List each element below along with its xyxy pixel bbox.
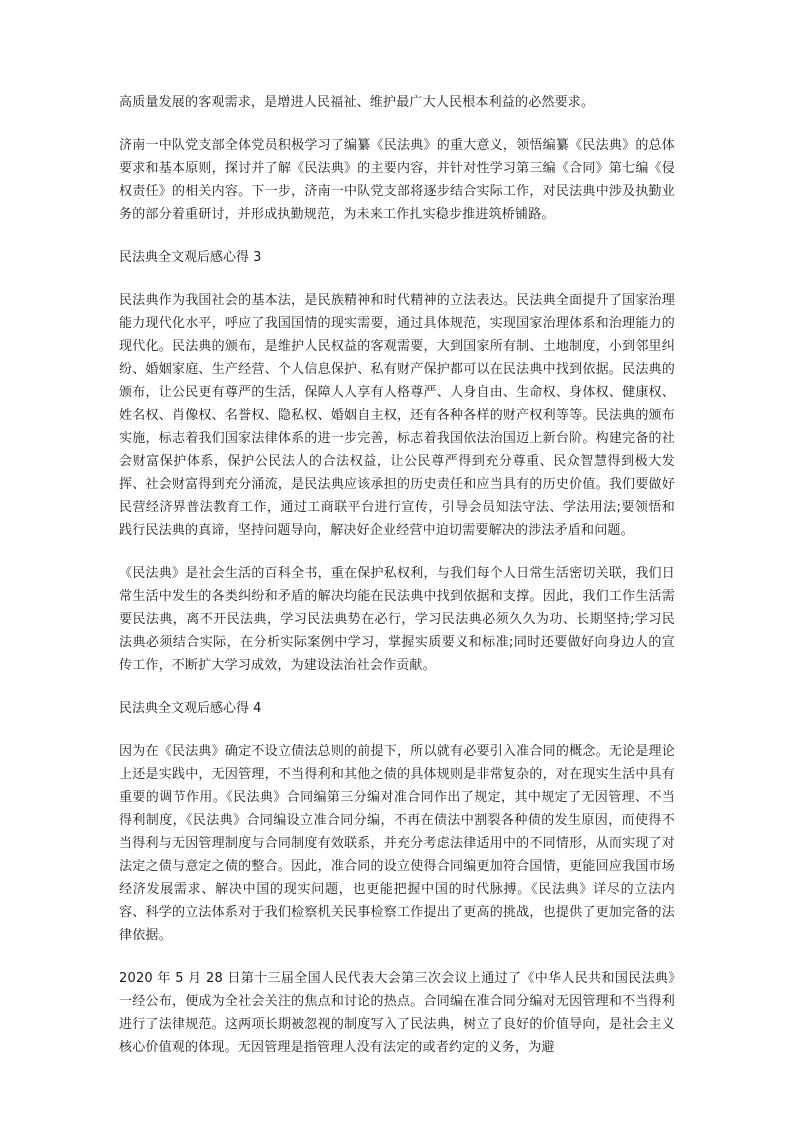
section-heading-4: 民法典全文观后感心得 4	[119, 701, 262, 716]
document-body	[119, 91, 675, 1059]
section-heading-3: 民法典全文观后感心得 3	[119, 250, 262, 265]
paragraph-gap	[119, 542, 675, 562]
paragraph-5: 因为在《民法典》确定不设立债法总则的前提下，所以就有必要引入准合同的概念。无论是理论上还是实践中，无因管理，不当得利和其他之债的具体规则是非常复杂的，对在现实生活中具有重要的调节作用。《民法典》合同编第三分编对准合同作出了规定，其中规定了无因管理、不当得利制度，《民法典》合同编设立准合同分编，不再在债法中割裂各种债的发生原因，而使得不当得利与无因管理制度与合同制度有效联系，并充分考虑法律适用中的不同情形，从而实现了对法定之债与意定之债的整合。因此，准合同的设立使得合同编更加符合国情，更能回应我国市场经济发展需求、解决中国的现实问题，也更能把握中国的时代脉搏。《民法典》详尽的立法内容、科学的立法体系对于我们检察机关民事检察工作提出了更高的挑战，也提供了更加完备的法律依据。	[119, 744, 675, 943]
paragraph-gap	[119, 677, 675, 697]
paragraph-6: 2020 年 5 月 28 日第十三届全国人民代表大会第三次会议上通过了《中华人民共和国民法典》一经公布，便成为全社会关注的焦点和讨论的热点。合同编在准合同分编对无因管理和不当得利进行了法律规范。这两项长期被忽视的制度写入了民法典，树立了良好的价值导向，是社会主义核心价值观的体现。无因管理是指管理人没有法定的或者约定的义务，为避	[119, 971, 675, 1055]
paragraph-gap	[119, 226, 675, 246]
paragraph-3: 民法典作为我国社会的基本法，是民族精神和时代精神的立法表达。民法典全面提升了国家治理能力现代化水平，呼应了我国国情的现实需要，通过具体规范，实现国家治理体系和治理能力的现代化。民法典的颁布，是维护人民权益的客观需要，大到国家所有制、土地制度，小到邻里纠纷、婚姻家庭、生产经营、个人信息保护、私有财产保护都可以在民法典中找到依据。民法典的颁布，让公民更有尊严的生活，保障人人享有人格尊严、人身自由、生命权、身体权、健康权、姓名权、肖像权、名誉权、隐私权、婚姻自主权，还有各种各样的财产权利等等。民法典的颁布实施，标志着我们国家法律体系的进一步完善，标志着我国依法治国迈上新台阶。构建完备的社会财富保护体系，保护公民法人的合法权益，让公民尊严得到充分尊重、民众智慧得到极大发挥、社会财富得到充分涌流，是民法典应该承担的历史责任和应当具有的历史价值。我们要做好民营经济界普法教育工作，通过工商联平台进行宣传，引导会员知法守法、学法用法;要领悟和践行民法典的真谛，坚持问题导向，解决好企业经营中迫切需要解决的涉法矛盾和问题。	[119, 293, 675, 538]
paragraph-4: 《民法典》是社会生活的百科全书，重在保护私权利，与我们每个人日常生活密切关联，我们日常生活中发生的各类纠纷和矛盾的解决均能在民法典中找到依据和支撑。因此，我们工作生活需要民法典，离不开民法典，学习民法典势在必行，学习民法典必须久久为功、长期坚持;学习民法典必须结合实际，在分析实际案例中学习，掌握实质要义和标准;同时还要做好向身边人的宣传工作，不断扩大学习成效，为建设法治社会作贡献。	[119, 566, 675, 673]
paragraph-gap	[119, 720, 675, 740]
paragraph-gap	[119, 269, 675, 289]
paragraph-1: 高质量发展的客观需求，是增进人民福祉、维护最广大人民根本利益的必然要求。	[119, 95, 595, 110]
paragraph-2: 济南一中队党支部全体党员积极学习了编纂《民法典》的重大意义，领悟编纂《民法典》的总体要求和基本原则，探讨并了解《民法典》的主要内容，并针对性学习第三编《合同》第七编《侵权责任》的相关内容。下一步，济南一中队党支部将逐步结合实际工作，对民法典中涉及执勤业务的部分着重研讨，并形成执勤规范，为未来工作扎实稳步推进筑桥铺路。	[119, 138, 675, 222]
paragraph-gap	[119, 947, 675, 967]
paragraph-gap	[119, 114, 675, 134]
